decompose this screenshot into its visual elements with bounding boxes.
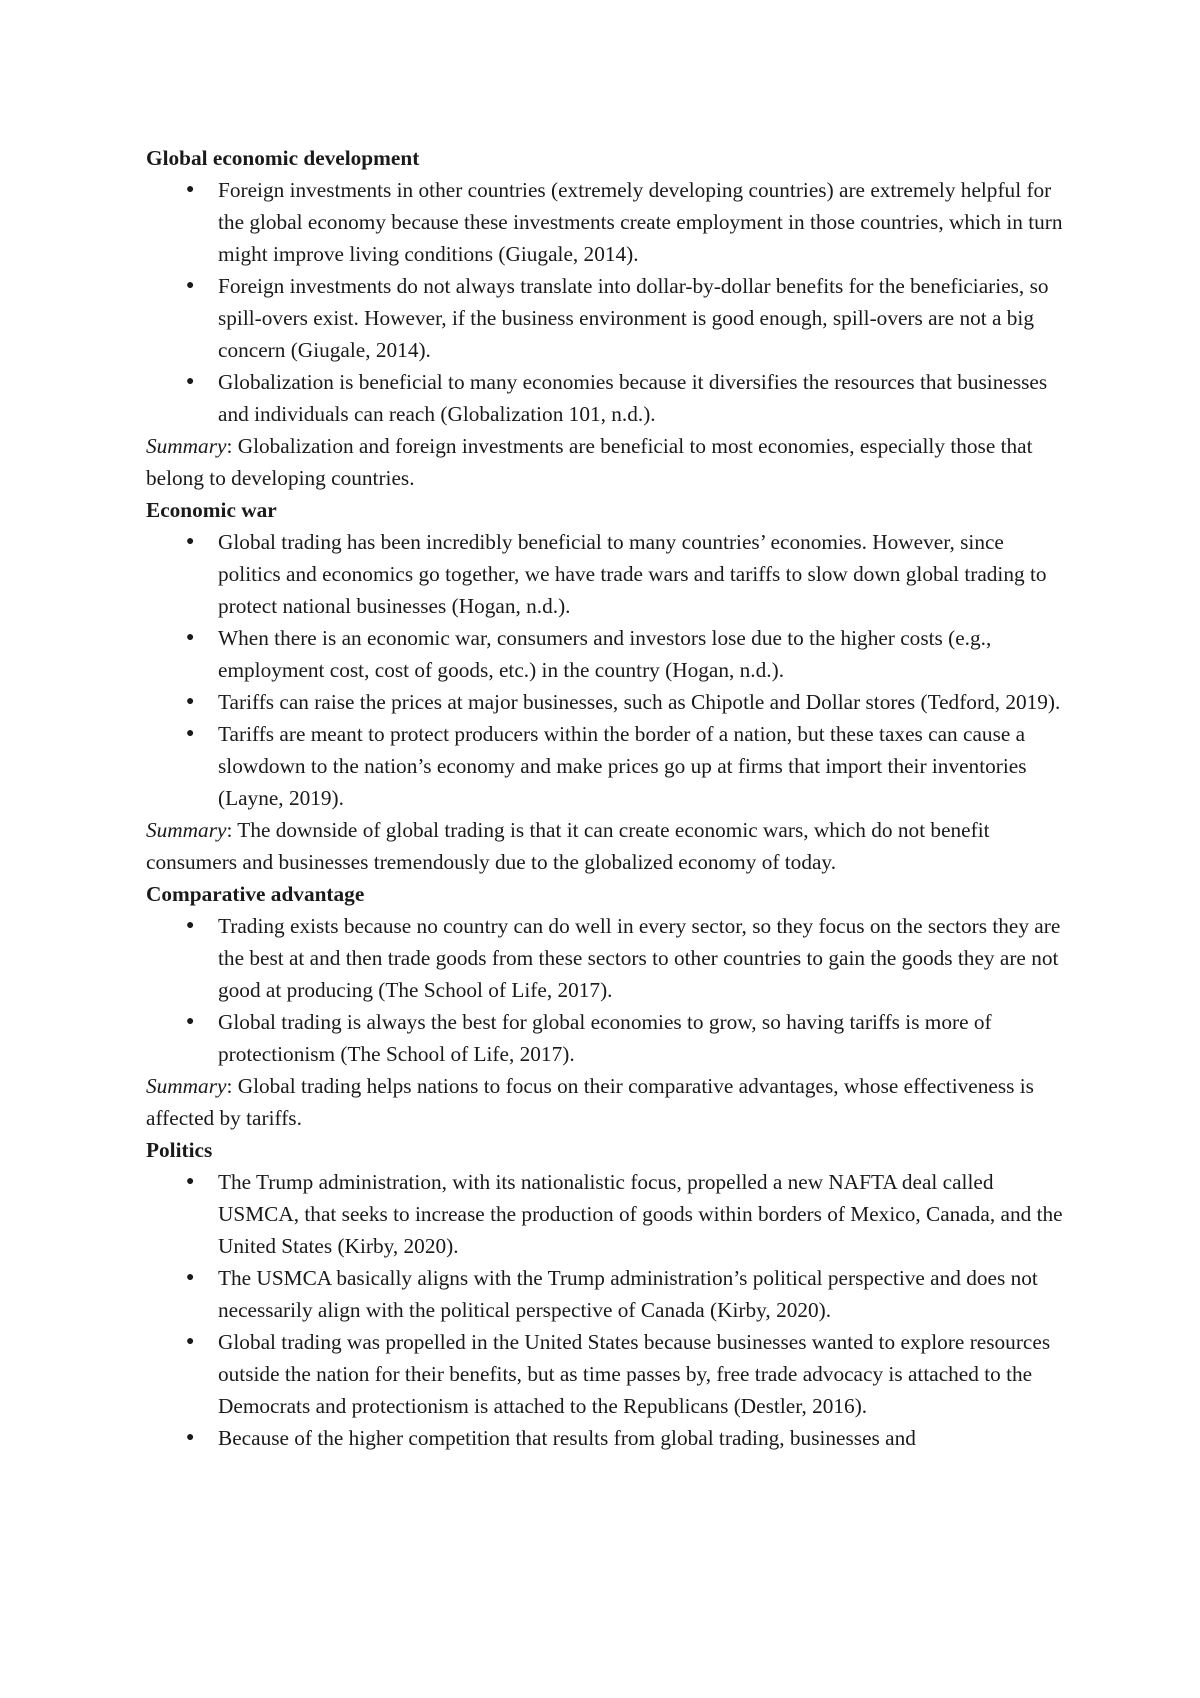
list-item (146, 1006, 1066, 1070)
bullet-icon: ● (186, 694, 195, 709)
list-item-text: Trading exists because no country can do well in every sector, so they focus on the sectors they are the best at and then trade goods from these sectors to other countries to gain the goods they are not good at producing (The School of Life, 2017). (218, 914, 1061, 1002)
list-item (146, 1326, 1066, 1422)
list-item (146, 622, 1066, 686)
section-summary (146, 430, 1066, 494)
bullet-list (146, 174, 1066, 430)
list-item-text: Global trading was propelled in the United States because businesses wanted to explore resources outside the nation for their benefits, but as time passes by, free trade advocacy is attached to the Democrats and protectionism is attached to the Republicans (Destler, 2016). (218, 1330, 1051, 1418)
list-item-text: Tariffs can raise the prices at major businesses, such as Chipotle and Dollar stores (Tedford, 2019). (218, 690, 1061, 714)
list-item (146, 174, 1066, 270)
summary-label: Summary (146, 1074, 227, 1098)
list-item (146, 1422, 1066, 1454)
list-item (146, 1166, 1066, 1262)
bullet-icon: ● (186, 918, 195, 933)
bullet-icon: ● (186, 182, 195, 197)
bullet-icon: ● (186, 534, 195, 549)
list-item-text: Because of the higher competition that results from global trading, businesses and (218, 1426, 916, 1450)
bullet-icon: ● (186, 278, 195, 293)
list-item-text: Foreign investments in other countries (extremely developing countries) are extremely helpful for the global economy because these investments create employment in those countries, which in turn might improve living conditions (Giugale, 2014). (218, 178, 1063, 266)
list-item-text: The USMCA basically aligns with the Trump administration’s political perspective and does not necessarily align with the political perspective of Canada (Kirby, 2020). (218, 1266, 1038, 1322)
bullet-list (146, 1166, 1066, 1454)
bullet-list (146, 910, 1066, 1070)
list-item (146, 1262, 1066, 1326)
list-item-text: The Trump administration, with its nationalistic focus, propelled a new NAFTA deal called USMCA, that seeks to increase the production of goods within borders of Mexico, Canada, and the United States (Kirby, 2020). (218, 1170, 1063, 1258)
summary-text: : The downside of global trading is that it can create economic wars, which do not benefit consumers and businesses tremendously due to the globalized economy of today. (146, 818, 990, 874)
bullet-icon: ● (186, 374, 195, 389)
list-item-text: Global trading has been incredibly beneficial to many countries’ economies. However, since politics and economics go together, we have trade wars and tariffs to slow down global trading to protect national businesses (Hogan, n.d.). (218, 530, 1047, 618)
list-item (146, 910, 1066, 1006)
bullet-icon: ● (186, 1174, 195, 1189)
section-economic-war (146, 494, 1066, 878)
section-heading: Global economic development (146, 146, 420, 170)
section-summary (146, 1070, 1066, 1134)
list-item-text: Global trading is always the best for global economies to grow, so having tariffs is more of protectionism (The School of Life, 2017). (218, 1010, 992, 1066)
section-heading: Comparative advantage (146, 882, 365, 906)
section-heading: Politics (146, 1138, 213, 1162)
list-item-text: Tariffs are meant to protect producers within the border of a nation, but these taxes can cause a slowdown to the nation’s economy and make prices go up at firms that import their inventories (Layne, 2019). (218, 722, 1027, 810)
bullet-icon: ● (186, 1014, 195, 1029)
list-item (146, 526, 1066, 622)
list-item (146, 718, 1066, 814)
list-item-text: Foreign investments do not always translate into dollar-by-dollar benefits for the beneficiaries, so spill-overs exist. However, if the business environment is good enough, spill-overs are not a big concern (Giugale, 2014). (218, 274, 1049, 362)
list-item-text: When there is an economic war, consumers and investors lose due to the higher costs (e.g., employment cost, cost of goods, etc.) in the country (Hogan, n.d.). (218, 626, 992, 682)
section-politics (146, 1134, 1066, 1454)
summary-label: Summary (146, 434, 227, 458)
bullet-icon: ● (186, 1270, 195, 1285)
bullet-icon: ● (186, 630, 195, 645)
bullet-list (146, 526, 1066, 814)
list-item-text: Globalization is beneficial to many economies because it diversifies the resources that businesses and individuals can reach (Globalization 101, n.d.). (218, 370, 1048, 426)
summary-label: Summary (146, 818, 227, 842)
list-item (146, 366, 1066, 430)
bullet-icon: ● (186, 726, 195, 741)
section-summary (146, 814, 1066, 878)
bullet-icon: ● (186, 1334, 195, 1349)
document-page (146, 142, 1066, 1454)
bullet-icon: ● (186, 1430, 195, 1445)
section-global-economic-development (146, 142, 1066, 494)
summary-text: : Global trading helps nations to focus on their comparative advantages, whose effectiveness is affected by tariffs. (146, 1074, 1034, 1130)
list-item (146, 686, 1066, 718)
section-heading: Economic war (146, 498, 277, 522)
section-comparative-advantage (146, 878, 1066, 1134)
summary-text: : Globalization and foreign investments are beneficial to most economies, especially those that belong to developing countries. (146, 434, 1033, 490)
list-item (146, 270, 1066, 366)
